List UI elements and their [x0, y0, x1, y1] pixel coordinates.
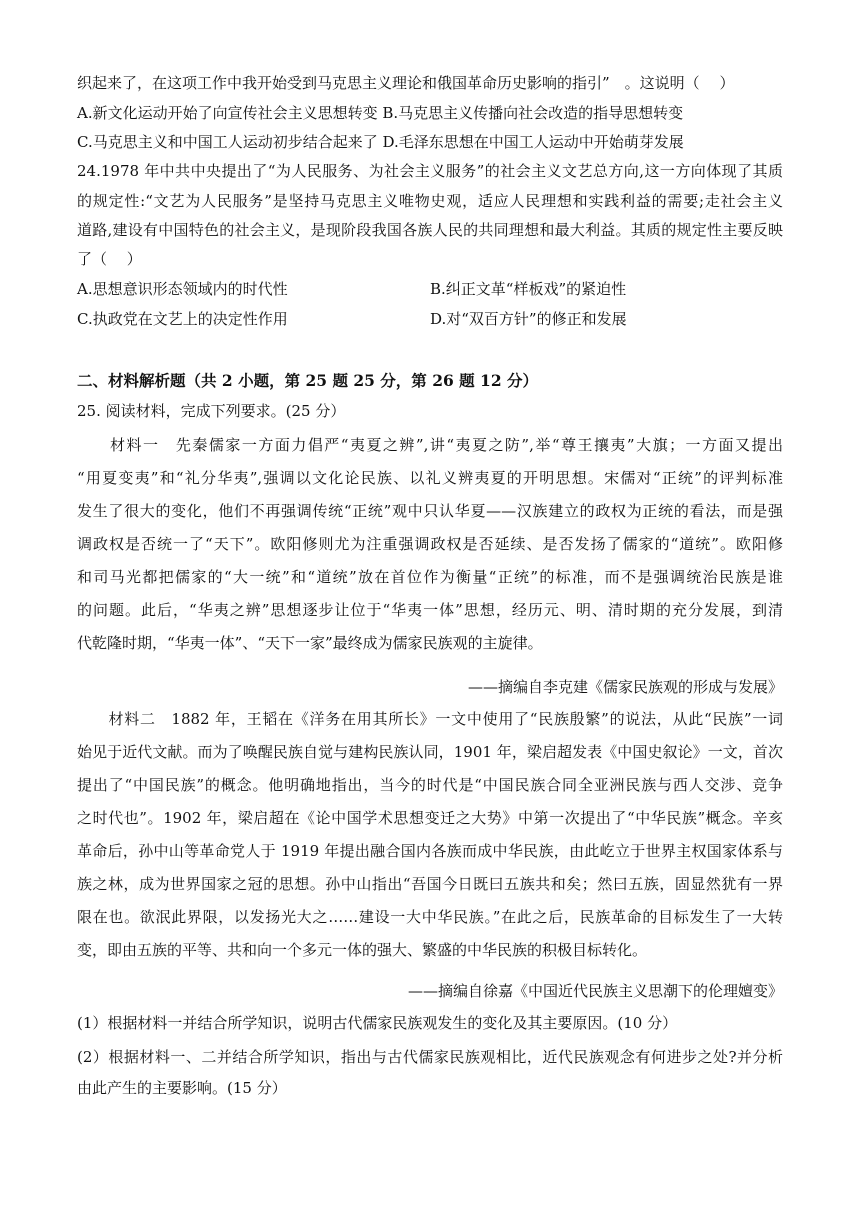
- material1-line-4: 调政权是否统一了“天下”。欧阳修则尤为注重强调政权是否延续、是否发扬了儒家的“道统”。欧阳修: [77, 535, 783, 553]
- material2-line-1: 材料二 1882 年，王韬在《洋务在用其所长》一文中使用了“民族殷繁”的说法，从此“民族”一词: [77, 710, 783, 728]
- q24-stem-line-3: 道路,建设有中国特色的社会主义，是现阶段我国各族人民的共同理想和最大利益。其质的规定性主要反映: [77, 221, 783, 239]
- q24-option-c: C.执政党在文艺上的决定性作用: [77, 310, 288, 328]
- material2-line-4: 之时代也”。1902 年，梁启超在《论中国学术思想变迁之大势》中第一次提出了“中华民族”概念。辛亥: [77, 809, 783, 827]
- material2-line-2: 始见于近代文献。而为了唤醒民族自觉与建构民族认同，1901 年，梁启超发表《中国史叙论》一文，首次: [77, 743, 783, 761]
- q24-option-b: B.纠正文革“样板戏”的紧迫性: [430, 280, 627, 298]
- q24-option-a: A.思想意识形态领域内的时代性: [77, 280, 288, 298]
- material2-line-3: 提出了“中国民族”的概念。他明确地指出，当今的时代是“中国民族合同全亚洲民族与西人交涉、竞争: [77, 776, 783, 794]
- material1-line-3: 发生了很大的变化，他们不再强调传统“正统”观中只认华夏——汉族建立的政权为正统的看法，而是强: [77, 502, 783, 520]
- material1-line-1: 材料一 先秦儒家一方面力倡严“夷夏之辨”,讲“夷夏之防”,举“尊王攘夷”大旗；一方面又提出: [77, 436, 783, 454]
- material1-source: ——摘编自李克建《儒家民族观的形成与发展》: [467, 678, 783, 696]
- material2-line-5: 革命后，孙中山等革命党人于 1919 年提出融合国内各族而成中华民族，由此屹立于世界主权国家体系与: [77, 842, 783, 860]
- q23-stem-line: 织起来了，在这项工作中我开始受到马克思主义理论和俄国革命历史影响的指引” 。这说明（ ）: [77, 74, 735, 92]
- q24-stem-line-4: 了（ ）: [77, 250, 142, 268]
- q23-options-ab: A.新文化运动开始了向宣传社会主义思想转变 B.马克思主义传播向社会改造的指导思想转变: [77, 104, 684, 122]
- q24-stem-line-2: 的规定性:“文艺为人民服务”是坚持马克思主义唯物史观，适应人民理想和实践利益的需要;走社会主义: [77, 192, 783, 210]
- material1-line-5: 和司马光都把儒家的“大一统”和“道统”放在首位作为衡量“正统”的标准，而不是强调统治民族是谁: [77, 568, 783, 586]
- q25-intro: 25. 阅读材料，完成下列要求。(25 分）: [77, 402, 346, 420]
- material2-line-6: 族之林，成为世界国家之冠的思想。孙中山指出“吾国今日既曰五族共和矣；然曰五族，固显然犹有一界: [77, 875, 783, 893]
- material2-line-7: 限在也。欲泯此界限，以发扬光大之……建设一大中华民族。”在此之后，民族革命的目标发生了一大转: [77, 908, 783, 926]
- material1-line-2: “用夏变夷”和“礼分华夷”,强调以文化论民族、以礼义辨夷夏的开明思想。宋儒对“正统”的评判标准: [77, 469, 783, 487]
- material1-line-7: 代乾隆时期，“华夷一体”、“天下一家”最终成为儒家民族观的主旋律。: [77, 634, 543, 652]
- material2-source: ——摘编自徐嘉《中国近代民族主义思潮下的伦理嬗变》: [407, 982, 783, 1000]
- q25-subquestion-1: (1）根据材料一并结合所学知识，说明古代儒家民族观发生的变化及其主要原因。(10 分）: [77, 1014, 678, 1032]
- material1-line-6: 的问题。此后，“华夷之辨”思想逐步让位于“华夷一体”思想，经历元、明、清时期的充分发展，到清: [77, 601, 783, 619]
- q24-option-d: D.对“双百方针”的修正和发展: [430, 310, 627, 328]
- material2-line-8: 变，即由五族的平等、共和向一个多元一体的强大、繁盛的中华民族的积极目标转化。: [77, 941, 648, 959]
- q25-subquestion-2-line-1: (2）根据材料一、二并结合所学知识，指出与古代儒家民族观相比，近代民族观念有何进步之处?并分析: [77, 1048, 783, 1066]
- q23-options-cd: C.马克思主义和中国工人运动初步结合起来了 D.毛泽东思想在中国工人运动中开始萌芽发展: [77, 133, 684, 151]
- q25-subquestion-2-line-2: 由此产生的主要影响。(15 分）: [77, 1079, 287, 1097]
- section-heading: 二、材料解析题（共 2 小题，第 25 题 25 分，第 26 题 12 分）: [77, 371, 539, 390]
- q24-stem-line-1: 24.1978 年中共中央提出了“为人民服务、为社会主义服务”的社会主义文艺总方向,这一方向体现了其质: [77, 162, 783, 180]
